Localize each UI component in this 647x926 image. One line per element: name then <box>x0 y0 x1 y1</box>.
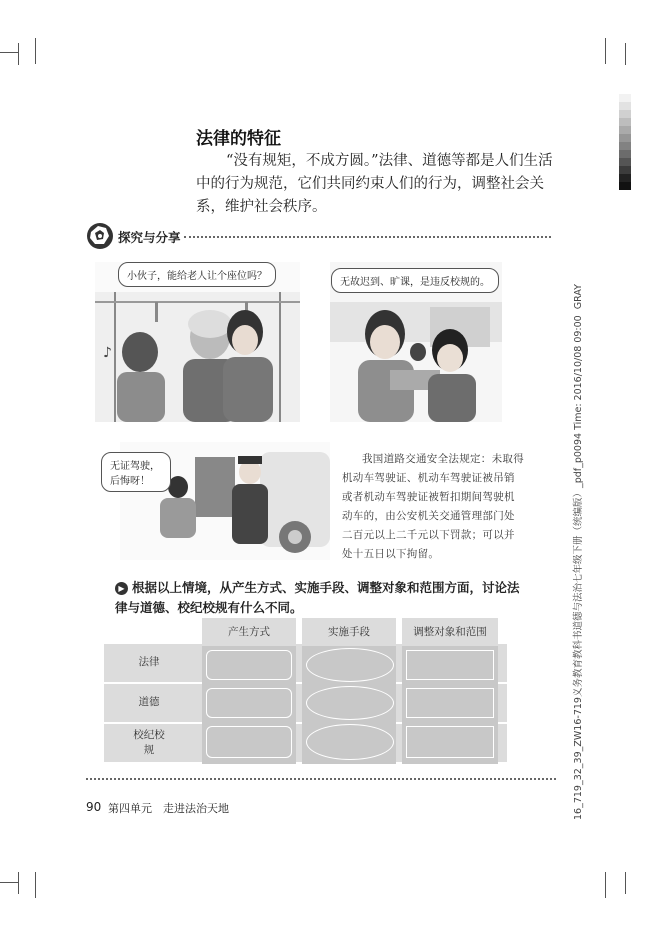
crop-mark <box>0 882 18 883</box>
gray-scale-strip <box>619 94 631 188</box>
row-label-law: 法律 <box>138 656 160 668</box>
side-meta: 16_719_32_39_ZW16-719义务教育教科书道德与法治七年级下册（统编版）_pdf_p0094 Time: 2016/10/08 09:00 GRAY <box>573 284 584 820</box>
answer-cell[interactable] <box>406 688 494 718</box>
column-header: 调整对象和范围 <box>402 618 498 646</box>
footer-dotted-rule <box>86 778 556 780</box>
crop-mark <box>35 872 36 898</box>
crop-mark <box>625 872 626 894</box>
section-title: 法律的特征 <box>196 129 281 149</box>
crop-mark <box>605 38 606 64</box>
crop-mark <box>625 43 626 65</box>
crop-mark <box>35 38 36 64</box>
unit-title: 第四单元 走进法治天地 <box>108 802 229 815</box>
crop-mark <box>605 872 606 898</box>
answer-cell[interactable] <box>306 648 394 682</box>
comparison-table <box>104 618 507 764</box>
discussion-question: ▶ 根据以上情境，从产生方式、实施手段、调整对象和范围方面，讨论法律与道德、校纪校规有什么不同。 <box>115 580 520 615</box>
intro-paragraph: “没有规矩，不成方圆。”法律、道德等都是人们生活中的行为规范，它们共同约束人们的行为，调整社会关系，维护社会秩序。 <box>196 153 553 215</box>
school-speech-bubble: 无故迟到、旷课，是违反校规的。 <box>331 268 499 293</box>
column-header: 实施手段 <box>302 618 396 646</box>
explore-badge-icon <box>86 222 114 250</box>
answer-cell[interactable] <box>206 650 292 680</box>
page-number: 90 <box>86 800 102 814</box>
arrow-bullet-icon: ▶ <box>115 582 128 595</box>
answer-cell[interactable] <box>306 686 394 720</box>
answer-cell[interactable] <box>206 726 292 758</box>
answer-cell[interactable] <box>406 726 494 758</box>
row-label-morality: 道德 <box>138 696 160 708</box>
crop-mark <box>18 872 19 894</box>
explore-header <box>86 222 551 250</box>
explore-label: 探究与分享 <box>118 230 181 245</box>
answer-cell[interactable] <box>406 650 494 680</box>
svg-text:♪: ♪ <box>103 345 112 361</box>
crop-mark <box>18 43 19 65</box>
bus-speech-bubble: 小伙子，能给老人让个座位吗？ <box>118 262 276 287</box>
police-speech-bubble: 无证驾驶，后悔呀！ <box>101 452 171 492</box>
column-header: 产生方式 <box>202 618 296 646</box>
crop-mark <box>0 52 18 53</box>
row-label-school-rules: 校纪校规 <box>133 729 165 756</box>
traffic-law-text: 我国道路交通安全法规定：未取得机动车驾驶证、机动车驾驶证被吊销或者机动车驾驶证被暂扣期间驾驶机动车的，由公安机关交通管理部门处二百元以上二千元以下罚款；可以并处十五日以下拘留。 <box>342 453 524 560</box>
answer-cell[interactable] <box>306 724 394 760</box>
answer-cell[interactable] <box>206 688 292 718</box>
dotted-rule <box>184 236 551 238</box>
